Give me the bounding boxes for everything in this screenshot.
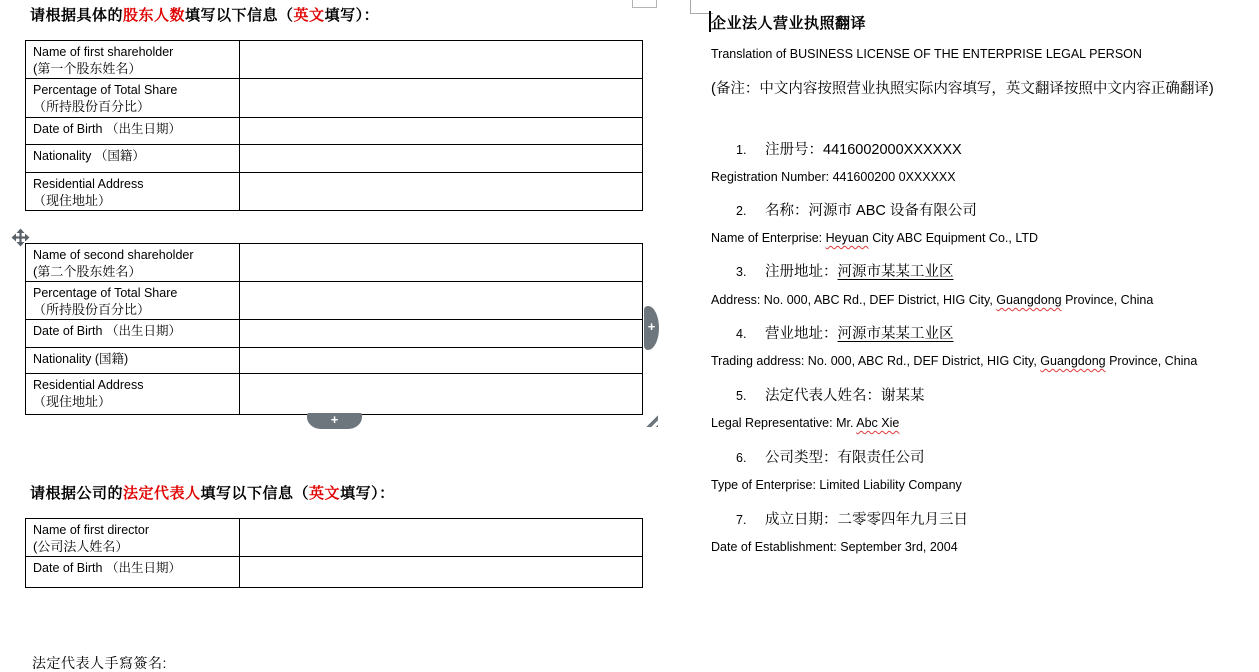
label-line-en: Percentage of Total Share [33, 83, 178, 97]
birth-date-input-cell[interactable] [240, 118, 642, 144]
heading-text: 填写以下信息（ [200, 485, 310, 502]
item-text: Registration Number: 441600200 0XXXXXX [711, 170, 956, 184]
table-row [26, 374, 642, 414]
item-text: 注册地址： [765, 264, 838, 280]
row-label [26, 374, 240, 414]
item-text: 成立日期：二零零四年九月三日 [765, 512, 968, 528]
item-text: 营业地址： [765, 326, 838, 342]
table-row [26, 41, 642, 79]
label-line-en: Name of first shareholder [33, 45, 174, 59]
table-row [26, 79, 642, 118]
table-resize-icon[interactable] [643, 412, 658, 427]
nationality-input-cell[interactable] [240, 348, 642, 373]
list-item-registration-number-zh [736, 138, 962, 159]
table-row [26, 173, 642, 210]
label-line-en: Name of second shareholder [33, 248, 194, 262]
list-number: 1. [736, 143, 747, 157]
spellcheck-text: Abc Xie [856, 416, 900, 430]
heading-red-text: 英文 [293, 7, 325, 24]
nationality-input-cell[interactable] [240, 145, 642, 172]
list-item-enterprise-name-en [711, 231, 1038, 245]
label-line-zh: （所持股份百分比） [33, 301, 151, 317]
item-text: Address: No. 000, ABC Rd., DEF District, HIG City, [711, 293, 997, 307]
shareholder-section-heading [30, 4, 379, 25]
row-label [26, 79, 240, 117]
row-label [26, 244, 240, 281]
table-row [26, 557, 642, 587]
label-line-zh: (公司法人姓名） [33, 538, 129, 554]
name-input-cell[interactable] [240, 41, 642, 78]
label-line: Date of Birth （出生日期） [33, 122, 181, 136]
heading-text: 请根据具体的 [30, 7, 124, 24]
scrolled-ui-fragment [632, 0, 657, 8]
item-text: Type of Enterprise: Limited Liability Company [711, 478, 962, 492]
label-line-zh: （现住地址） [33, 393, 112, 409]
label-line-en: Residential Address [33, 177, 144, 191]
item-text: Trading address: No. 000, ABC Rd., DEF District, HIG City, [711, 354, 1041, 368]
heading-red-text: 法定代表人 [123, 485, 201, 502]
table-row [26, 320, 642, 348]
row-label [26, 145, 240, 172]
list-item-registration-number-en [711, 170, 956, 184]
first-shareholder-table [25, 40, 643, 211]
item-text: 注册号：4416002000XXXXXX [765, 142, 962, 158]
spellcheck-text: Heyuan [825, 231, 869, 245]
list-number: 5. [736, 389, 747, 403]
insert-column-plus-icon[interactable]: + [644, 306, 659, 350]
label-line-zh: （所持股份百分比） [33, 98, 151, 114]
list-item-registered-address-en [711, 293, 1153, 307]
address-input-cell[interactable] [240, 374, 642, 414]
list-item-registered-address-zh [736, 260, 954, 281]
list-item-enterprise-type-zh [736, 446, 925, 467]
row-label [26, 282, 240, 319]
text-boundary-mark [690, 0, 691, 13]
label-line-zh: （现住地址） [33, 192, 112, 208]
item-text: City ABC Equipment Co., LTD [868, 231, 1039, 245]
list-item-trading-address-en [711, 354, 1197, 368]
item-text: Date of Establishment: September 3rd, 2004 [711, 540, 958, 554]
item-underlined-text: 河源市某某工业区 [837, 326, 954, 342]
table-row [26, 348, 642, 374]
list-number: 2. [736, 204, 747, 218]
label-line: Date of Birth （出生日期） [33, 561, 181, 575]
label-line-en: Residential Address [33, 378, 144, 392]
item-text: Province, China [1061, 293, 1154, 307]
heading-red-text: 英文 [309, 485, 341, 502]
item-text: 名称：河源市 ABC 设备有限公司 [765, 203, 977, 219]
share-percentage-input-cell[interactable] [240, 79, 642, 117]
list-item-trading-address-zh [736, 322, 954, 343]
table-row [26, 145, 642, 173]
list-number: 4. [736, 327, 747, 341]
label-line-zh: (第二个股东姓名） [33, 263, 142, 279]
row-label [26, 519, 240, 556]
row-label [26, 173, 240, 210]
row-label [26, 320, 240, 347]
second-shareholder-table [25, 243, 643, 415]
first-director-table [25, 518, 643, 588]
translation-note: (备注：中文内容按照营业执照实际内容填写，英文翻译按照中文内容正确翻译) [711, 81, 1214, 97]
signature-label: 法定代表人手寫簽名: [32, 655, 167, 671]
label-line-zh: (第一个股东姓名） [33, 60, 142, 76]
license-translation-title: 企业法人营业执照翻译 [711, 15, 867, 32]
name-input-cell[interactable] [240, 244, 642, 281]
item-text: Legal Representative: Mr. [711, 416, 857, 430]
list-item-establishment-date-en [711, 540, 958, 554]
list-item-legal-representative-en [711, 416, 899, 430]
label-line-en: Percentage of Total Share [33, 286, 178, 300]
director-name-input-cell[interactable] [240, 519, 642, 556]
label-line: Nationality （国籍） [33, 149, 145, 163]
license-translation-subtitle: Translation of BUSINESS LICENSE OF THE ENTERPRISE LEGAL PERSON [711, 47, 1142, 61]
share-percentage-input-cell[interactable] [240, 282, 642, 319]
label-line: Nationality (国籍) [33, 352, 129, 366]
list-number: 3. [736, 265, 747, 279]
label-line: Date of Birth （出生日期） [33, 324, 181, 338]
legal-representative-section-heading [30, 482, 395, 503]
heading-text: 填写）： [324, 7, 380, 24]
row-label [26, 557, 240, 587]
table-row [26, 244, 642, 282]
table-row [26, 118, 642, 145]
row-label [26, 348, 240, 373]
list-item-legal-representative-zh [736, 384, 925, 405]
item-text: 法定代表人姓名：谢某某 [765, 388, 925, 404]
address-input-cell[interactable] [240, 173, 642, 210]
label-line-en: Name of first director [33, 523, 150, 537]
spellcheck-text: Guangdong [996, 293, 1062, 307]
heading-text: 填写以下信息（ [185, 7, 294, 24]
insert-row-plus-icon[interactable]: + [307, 413, 362, 429]
list-number: 6. [736, 451, 747, 465]
row-label [26, 41, 240, 78]
item-text: Name of Enterprise: [711, 231, 826, 245]
table-row [26, 519, 642, 557]
item-underlined-text: 河源市某某工业区 [837, 264, 954, 280]
item-text: 公司类型：有限责任公司 [765, 450, 925, 466]
heading-red-text: 股东人数 [123, 7, 186, 24]
heading-text: 填写）： [340, 485, 395, 502]
heading-text: 请根据公司的 [30, 485, 124, 502]
birth-date-input-cell[interactable] [240, 320, 642, 347]
list-item-establishment-date-zh [736, 508, 968, 529]
list-item-enterprise-type-en [711, 478, 962, 492]
row-label [26, 118, 240, 144]
birth-date-input-cell[interactable] [240, 557, 642, 587]
item-text: Province, China [1105, 354, 1198, 368]
list-number: 7. [736, 513, 747, 527]
table-row [26, 282, 642, 320]
list-item-enterprise-name-zh [736, 199, 977, 220]
spellcheck-text: Guangdong [1040, 354, 1106, 368]
